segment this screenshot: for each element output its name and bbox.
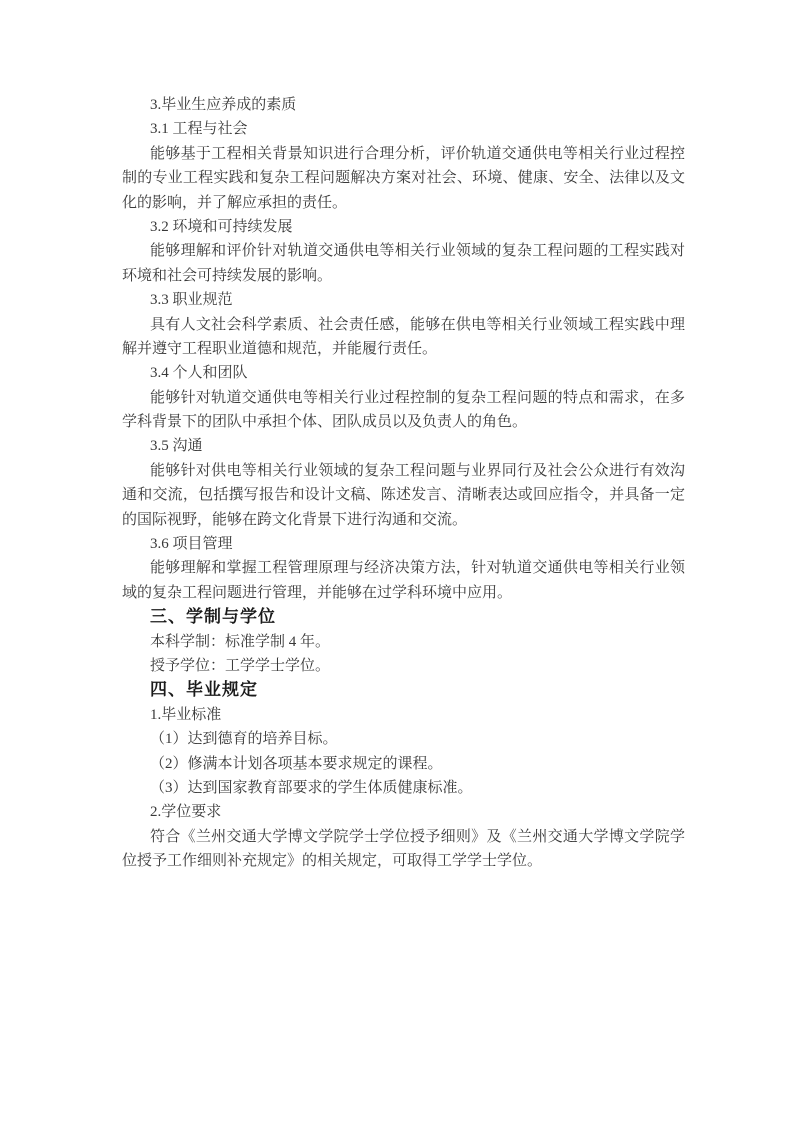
section-heading: 四、毕业规定 [150,680,258,700]
text-line: 3.1 工程与社会 [150,121,248,138]
text-line: 3.3 职业规范 [150,292,233,309]
text-line: 制的专业工程实践和复杂工程问题解决方案对社会、环境、健康、安全、法律以及文 [122,170,685,187]
text-line: 环境和社会可持续发展的影响。 [122,267,333,284]
text-line: 3.6 项目管理 [150,536,233,553]
text-line: （2）修满本计划各项基本要求规定的课程。 [150,755,443,772]
text-line: 解并遵守工程职业道德和规范，并能履行责任。 [122,340,438,357]
text-line: 本科学制：标准学制 4 年。 [150,633,331,650]
text-line: 位授予工作细则补充规定》的相关规定，可取得工学学士学位。 [122,853,543,870]
text-line: 通和交流，包括撰写报告和设计文稿、陈述发言、清晰表达或回应指令，并具备一定 [122,487,685,504]
text-line: 具有人文社会科学素质、社会责任感，能够在供电等相关行业领域工程实践中理 [150,316,685,333]
section-heading: 三、学制与学位 [150,607,276,627]
text-line: 符合《兰州交通大学博文学院学士学位授予细则》及《兰州交通大学博文学院学 [150,828,685,845]
text-line: 1.毕业标准 [150,706,222,723]
text-line: 3.4 个人和团队 [150,365,248,382]
text-line: （1）达到德育的培养目标。 [150,731,338,748]
text-line: 能够针对供电等相关行业领域的复杂工程问题与业界同行及社会公众进行有效沟 [150,462,685,479]
text-line: 能够针对轨道交通供电等相关行业过程控制的复杂工程问题的特点和需求，在多 [150,389,685,406]
document-body [122,93,685,874]
text-line: 能够理解和掌握工程管理原理与经济决策方法，针对轨道交通供电等相关行业领 [150,560,685,577]
text-line: 3.2 环境和可持续发展 [150,218,293,235]
text-line: 能够理解和评价针对轨道交通供电等相关行业领域的复杂工程问题的工程实践对 [150,243,685,260]
text-line: 的国际视野，能够在跨文化背景下进行沟通和交流。 [122,511,468,528]
text-line: 学科背景下的团队中承担个体、团队成员以及负责人的角色。 [122,414,528,431]
text-line: 授予学位：工学学士学位。 [150,657,331,674]
text-line: 2.学位要求 [150,804,222,821]
text-line: （3）达到国家教育部要求的学生体质健康标准。 [150,779,473,796]
text-line: 化的影响，并了解应承担的责任。 [122,194,348,211]
text-line: 3.5 沟通 [150,438,203,455]
text-line: 能够基于工程相关背景知识进行合理分析，评价轨道交通供电等相关行业过程控 [150,145,685,162]
text-line: 3.毕业生应养成的素质 [150,97,297,113]
text-line: 域的复杂工程问题进行管理，并能够在过学科环境中应用。 [122,584,513,601]
